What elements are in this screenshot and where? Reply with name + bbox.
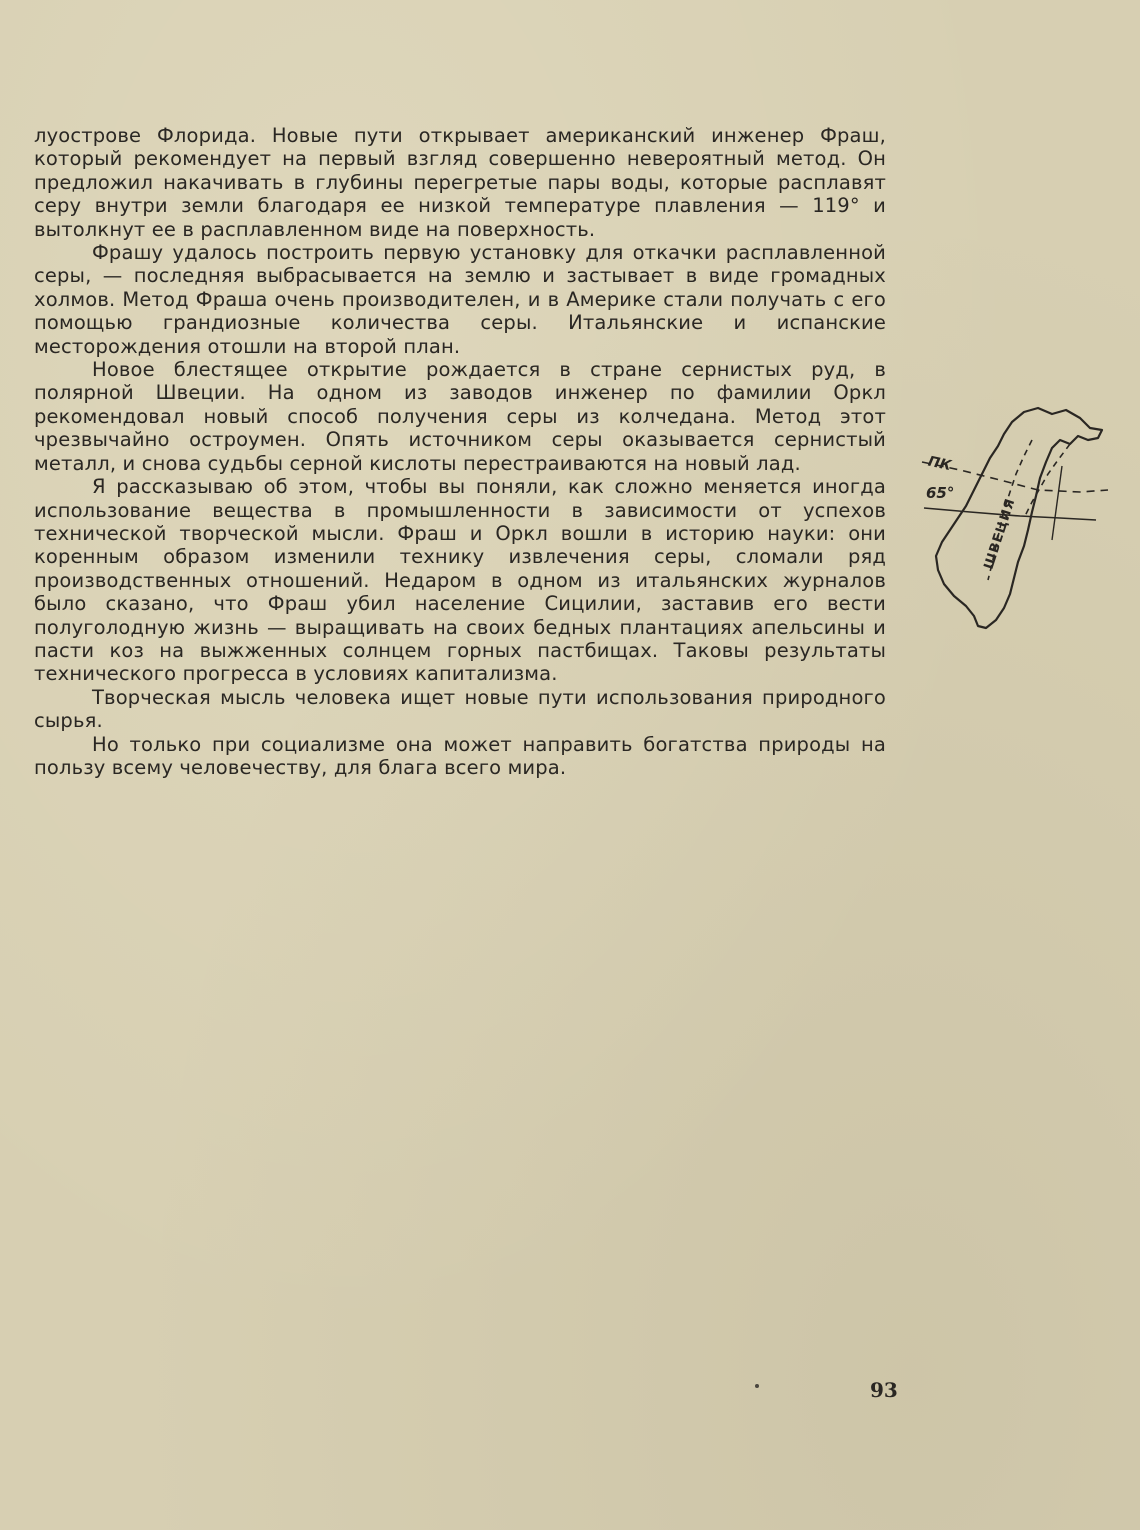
meridian-line [1052, 466, 1062, 540]
border-dashed-line-2 [1024, 444, 1070, 518]
page-number: 93 [870, 1378, 898, 1402]
print-speck [755, 1384, 759, 1388]
paragraph-4: Я рассказываю об этом, чтобы вы поняли, как сложно меняется иногда использование вещества в промышленности в зависимости от успехов технической творческой мысли. Фраш и Оркл вошли в историю науки: они коренным образом изменили технику извлечения серы, сломали ряд производственных отношений. Недаром в одном из итальянских журналов было сказано, что Фраш убил население Сицилии, заставив его вести полуголодную жизнь — выращивать на своих бедных плантациях апельсины и пасти коз на выжженных солнцем горных пастбищах. Таковы результаты технического прогресса в условиях капитализма. [34, 475, 886, 686]
body-text [34, 124, 886, 779]
paragraph-5: Творческая мысль человека ищет новые пути использования природного сырья. [34, 685, 886, 733]
paragraph-1: луострове Флорида. Новые пути открывает американский инженер Фраш, который рекомендует на первый взгляд совершенно невероятный метод. Он предложил накачивать в глубины перегретые пары воды, которые расплавят серу внутри земли благодаря ее низкой температуре плавления — 119° и вытолкнут ее в расплавленном виде на поверхность. [34, 124, 886, 241]
paragraph-2: Фрашу удалось построить первую установку для откачки расплавленной серы, — последняя выбрасывается на землю и застывает в виде громадных холмов. Метод Фраша очень производителен, и в Америке стали получать с его помощью грандиозные количества серы. Итальянские и испанские месторождения отошли на второй план. [34, 241, 886, 358]
latitude-label: 65° [926, 484, 955, 502]
polar-line-label: ПК [926, 453, 953, 475]
sweden-outline [936, 408, 1102, 628]
paragraph-6: Но только при социализме она может направить богатства природы на пользу всему человечеству, для блага всего мира. [34, 732, 886, 779]
paragraph-3: Новое блестящее открытие рождается в стране сернистых руд, в полярной Швеции. На одном из заводов инженер по фамилии Оркл рекомендовал новый способ получения серы из колчедана. Метод этот чрезвычайно остроумен. Опять источником серы оказывается сернистый металл, и снова судьбы серной кислоты перестраиваются на новый лад. [34, 358, 886, 475]
country-label: ШВЕЦИЯ [981, 496, 1019, 572]
sweden-map-illustration [920, 400, 1110, 640]
